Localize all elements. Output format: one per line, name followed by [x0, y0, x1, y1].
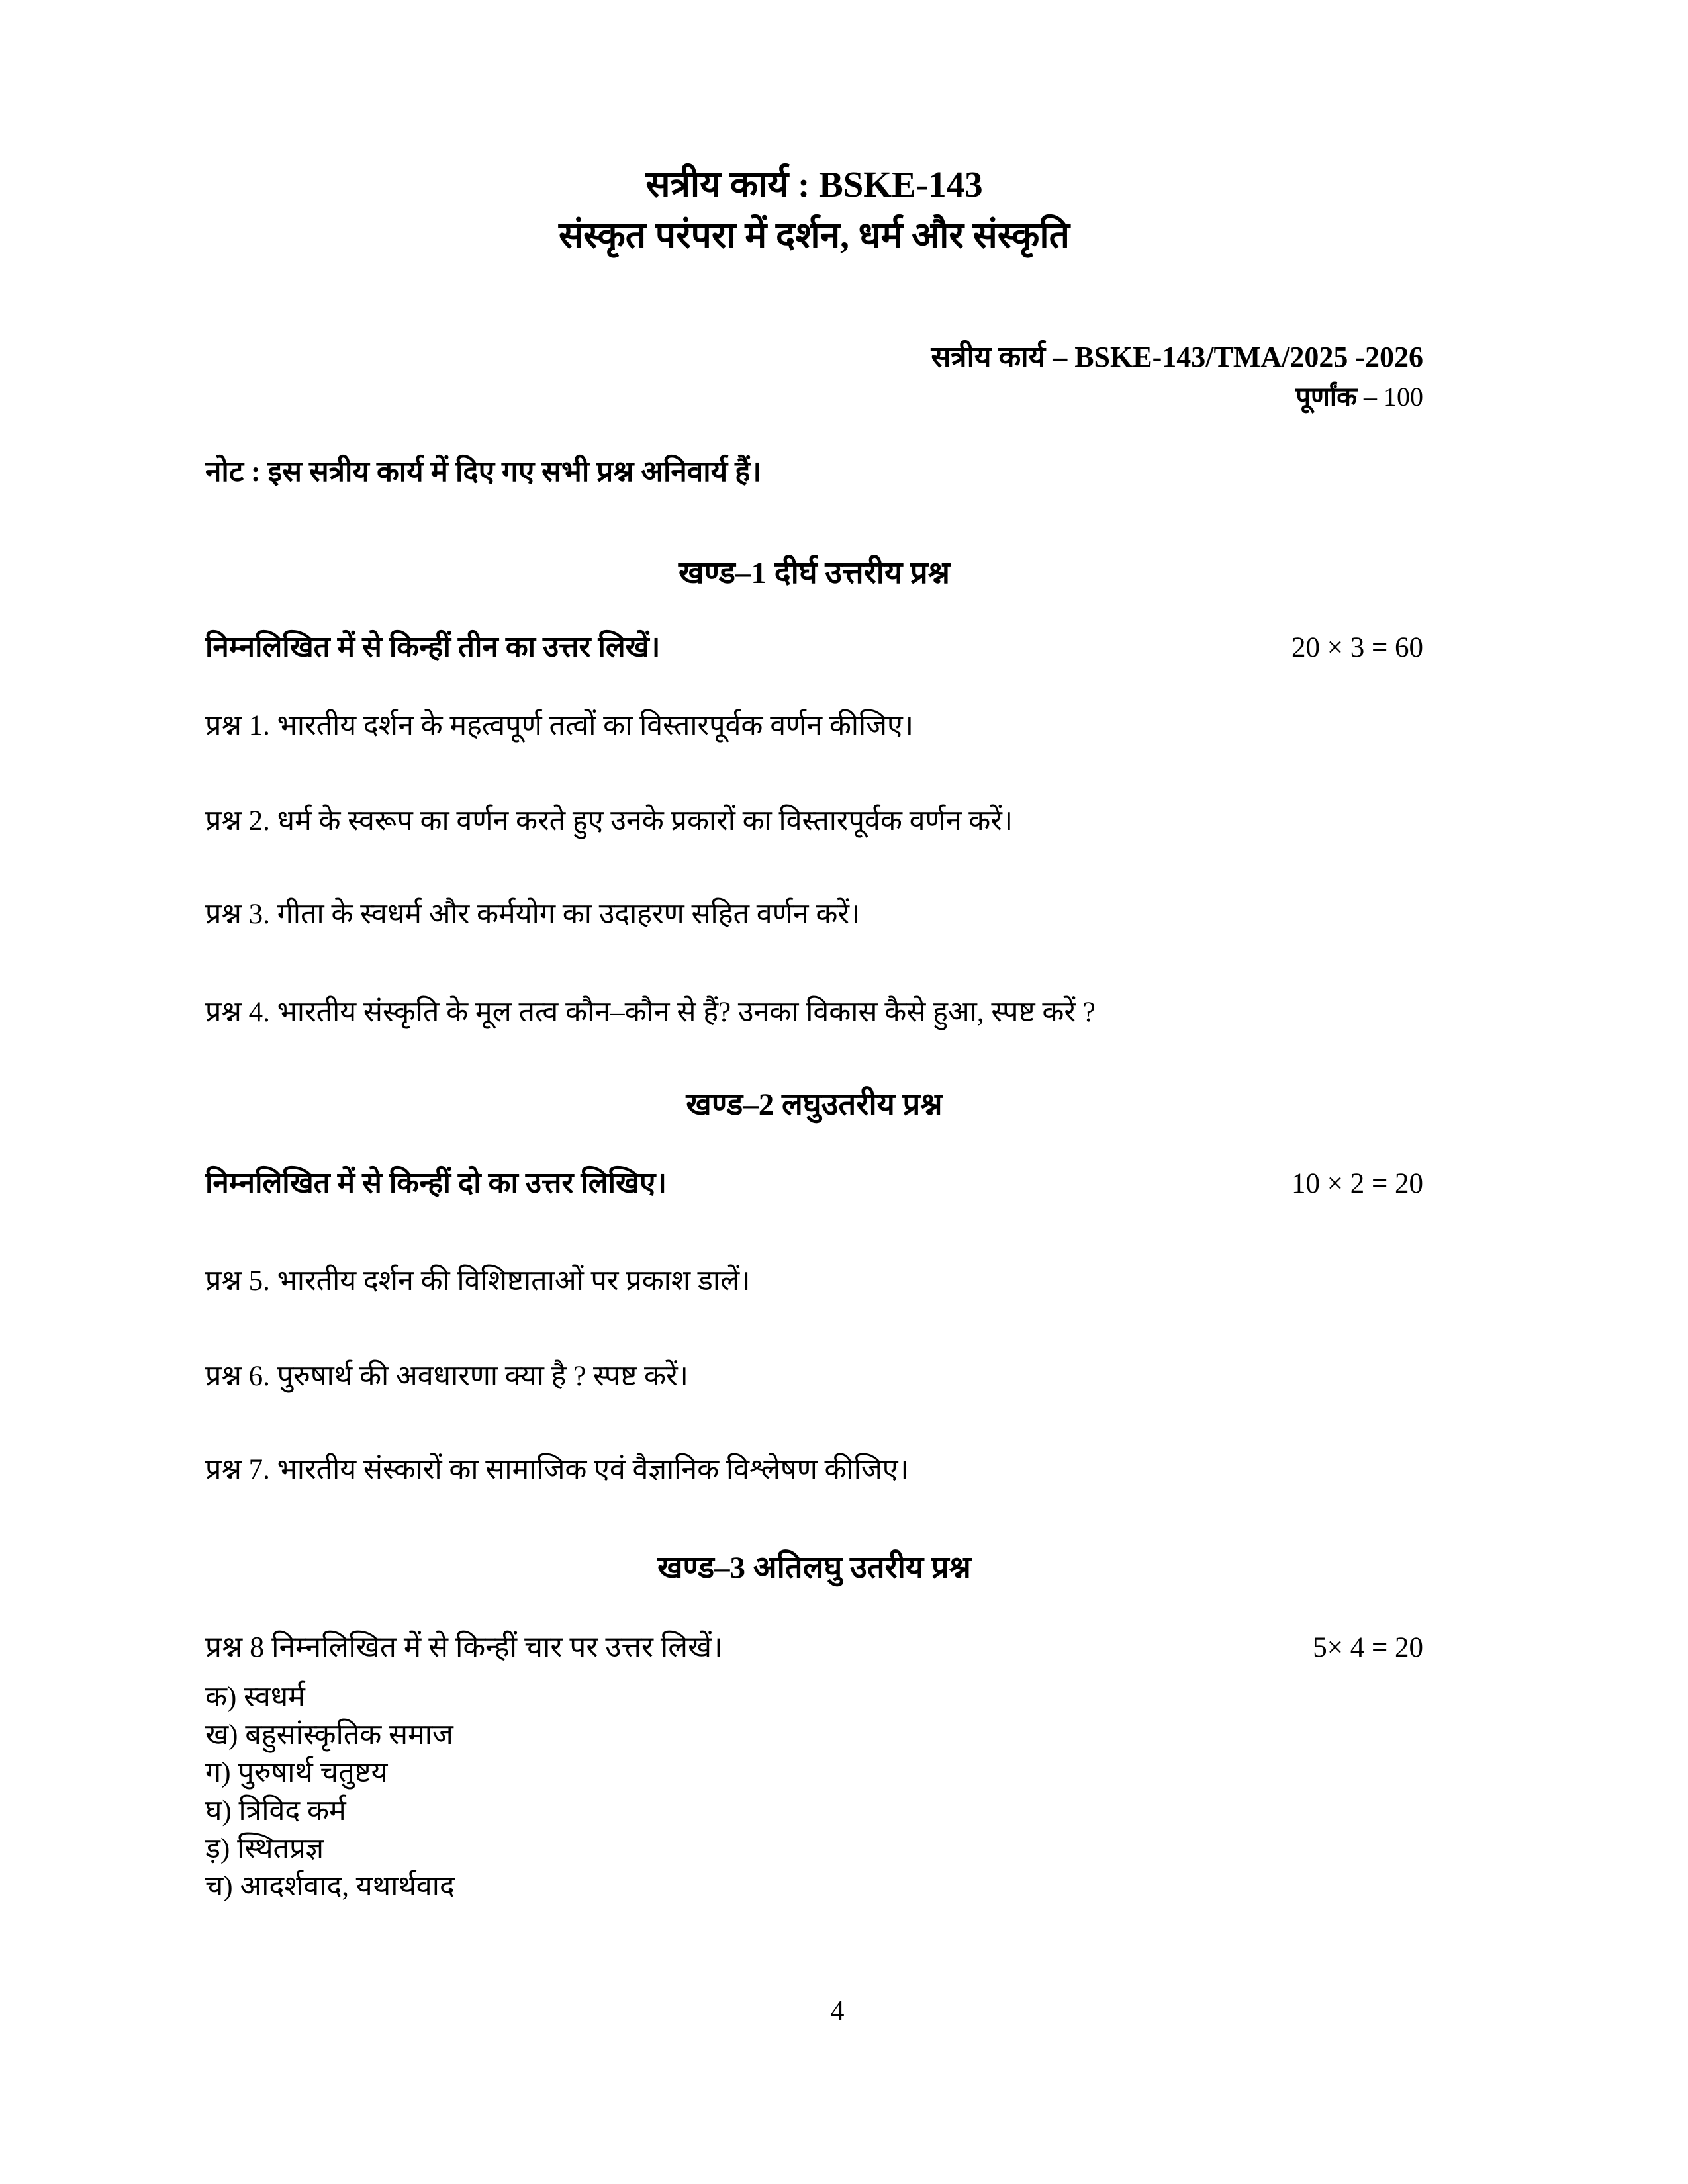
option-cha: च) आदर्शवाद, यथार्थवाद	[205, 1871, 455, 1902]
page-number: 4	[830, 1996, 845, 2026]
question-8-options	[205, 1678, 1423, 1905]
question-5: प्रश्न 5. भारतीय दर्शन की विशिष्टाताओं पर प्रकाश डालें।	[205, 1265, 751, 1297]
section-3-marks: 5× 4 = 20	[1313, 1632, 1423, 1664]
question-7: प्रश्न 7. भारतीय संस्कारों का सामाजिक एवं वैज्ञानिक विश्लेषण कीजिए।	[205, 1454, 909, 1486]
max-marks-line	[205, 380, 1423, 414]
question-2: प्रश्न 2. धर्म के स्वरूप का वर्णन करते हुए उनके प्रकारों का विस्तारपूर्वक वर्णन करें।	[205, 805, 1013, 837]
max-marks-label: पूर्णांक –	[1295, 381, 1377, 412]
section-1-instruction: निम्नलिखित में से किन्हीं तीन का उत्तर लिखें।	[205, 630, 661, 663]
note-line: नोट : इस सत्रीय कार्य में दिए गए सभी प्रश्न अनिवार्य हैं।	[205, 455, 762, 488]
option-kha: ख) बहुसांस्कृतिक समाज	[205, 1719, 453, 1751]
page-subtitle: संस्कृत परंपरा में दर्शन, धर्म और संस्कृति	[558, 214, 1070, 255]
section-1-marks: 20 × 3 = 60	[1291, 631, 1423, 663]
section-2-heading: खण्ड–2 लघुउतरीय प्रश्न	[686, 1087, 943, 1122]
question-4: प्रश्न 4. भारतीय संस्कृति के मूल तत्व कौन–कौन से हैं? उनका विकास कैसे हुआ, स्पष्ट करें ?	[205, 996, 1096, 1028]
question-8-row	[205, 1628, 1423, 1666]
section-2-instruction: निम्नलिखित में से किन्हीं दो का उत्तर लिखिए।	[205, 1166, 667, 1199]
section-2-marks: 10 × 2 = 20	[1291, 1167, 1423, 1199]
question-1: प्रश्न 1. भारतीय दर्शन के महत्वपूर्ण तत्वों का विस्तारपूर्वक वर्णन कीजिए।	[205, 709, 914, 741]
option-nga: ड़) स्थितप्रज्ञ	[205, 1833, 324, 1864]
question-8: प्रश्न 8 निम्नलिखित में से किन्हीं चार पर उत्तर लिखें।	[205, 1631, 723, 1664]
section-1-heading: खण्ड–1 दीर्घ उत्तरीय प्रश्न	[679, 555, 950, 590]
option-gha: घ) त्रिविद कर्म	[205, 1795, 346, 1827]
page-title: सत्रीय कार्य : BSKE-143	[645, 164, 983, 205]
section-2-instruction-row	[205, 1164, 1423, 1203]
option-ga: ग) पुरुषार्थ चतुष्टय	[205, 1757, 388, 1789]
question-6: प्रश्न 6. पुरुषार्थ की अवधारणा क्या है ? स्पष्ट करें।	[205, 1361, 688, 1392]
section-1-instruction-row	[205, 628, 1423, 666]
option-ka: क) स्वधर्म	[205, 1682, 305, 1713]
document-content	[0, 162, 1688, 1905]
assignment-code: सत्रीय कार्य – BSKE-143/TMA/2025 -2026	[931, 340, 1423, 373]
section-3-heading: खण्ड–3 अतिलघु उतरीय प्रश्न	[657, 1551, 971, 1586]
question-3: प्रश्न 3. गीता के स्वधर्म और कर्मयोग का उदाहरण सहित वर्णन करें।	[205, 898, 861, 930]
max-marks-value: 100	[1383, 381, 1423, 412]
